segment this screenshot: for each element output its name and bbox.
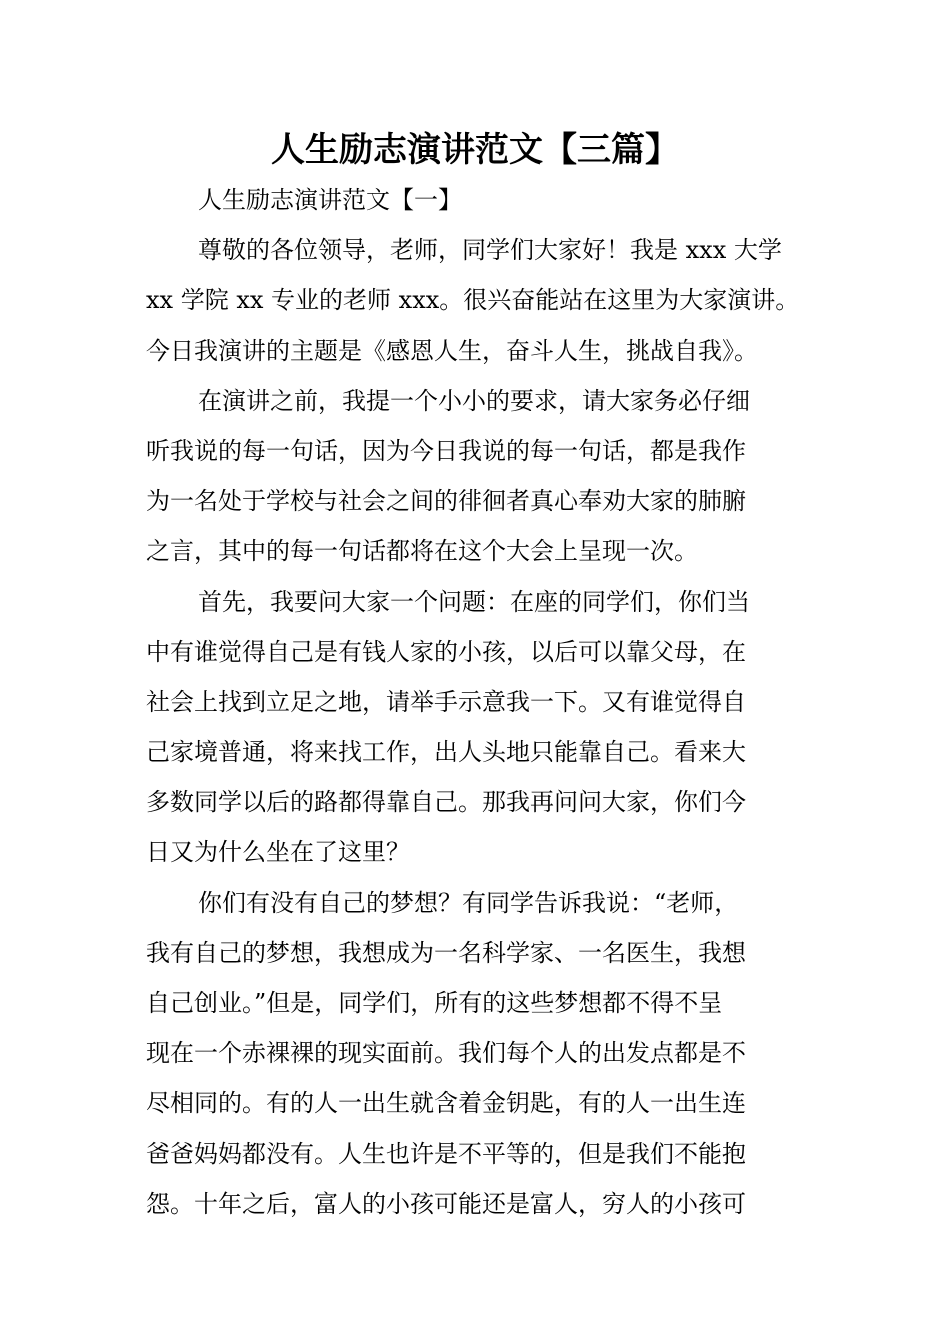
document-body xyxy=(146,175,836,1229)
body-line: 社会上找到立足之地，请举手示意我一下。又有谁觉得自 xyxy=(146,687,746,716)
body-line: 日又为什么坐在了这里？ xyxy=(146,838,410,867)
body-line: 首先，我要问大家一个问题：在座的同学们，你们当 xyxy=(198,587,750,616)
body-line: 听我说的每一句话，因为今日我说的每一句话，都是我作 xyxy=(146,436,746,465)
body-line: 在演讲之前，我提一个小小的要求，请大家务必仔细 xyxy=(198,386,750,415)
body-line: 我有自己的梦想，我想成为一名科学家、一名医生，我想 xyxy=(146,938,746,967)
body-line: 己家境普通，将来找工作，出人头地只能靠自己。看来大 xyxy=(146,738,746,767)
body-line: 现在一个赤裸裸的现实面前。我们每个人的出发点都是不 xyxy=(146,1039,746,1068)
body-line: 之言，其中的每一句话都将在这个大会上呈现一次。 xyxy=(146,537,698,566)
body-line: 自己创业。”但是，同学们，所有的这些梦想都不得不呈 xyxy=(146,989,723,1017)
document-title: 人生励志演讲范文【三篇】 xyxy=(271,130,679,170)
body-line: 中有谁觉得自己是有钱人家的小孩，以后可以靠父母，在 xyxy=(146,637,746,666)
body-line: 尊敬的各位领导，老师，同学们大家好！我是 xxx 大学 xyxy=(198,236,782,265)
body-line: 为一名处于学校与社会之间的徘徊者真心奉劝大家的肺腑 xyxy=(146,487,746,516)
body-line: xx 学院 xx 专业的老师 xxx。很兴奋能站在这里为大家演讲。 xyxy=(146,286,800,315)
body-line: 多数同学以后的路都得靠自己。那我再问问大家，你们今 xyxy=(146,788,746,817)
body-line: 尽相同的。有的人一出生就含着金钥匙，有的人一出生连 xyxy=(146,1089,746,1118)
body-line: 爸爸妈妈都没有。人生也许是不平等的，但是我们不能抱 xyxy=(146,1139,746,1168)
body-line: 你们有没有自己的梦想？有同学告诉我说：“老师， xyxy=(198,888,739,917)
body-line: 今日我演讲的主题是《感恩人生，奋斗人生，挑战自我》。 xyxy=(146,336,758,365)
body-line: 人生励志演讲范文【一】 xyxy=(198,186,462,214)
body-line: 怨。十年之后，富人的小孩可能还是富人，穷人的小孩可 xyxy=(146,1189,746,1218)
